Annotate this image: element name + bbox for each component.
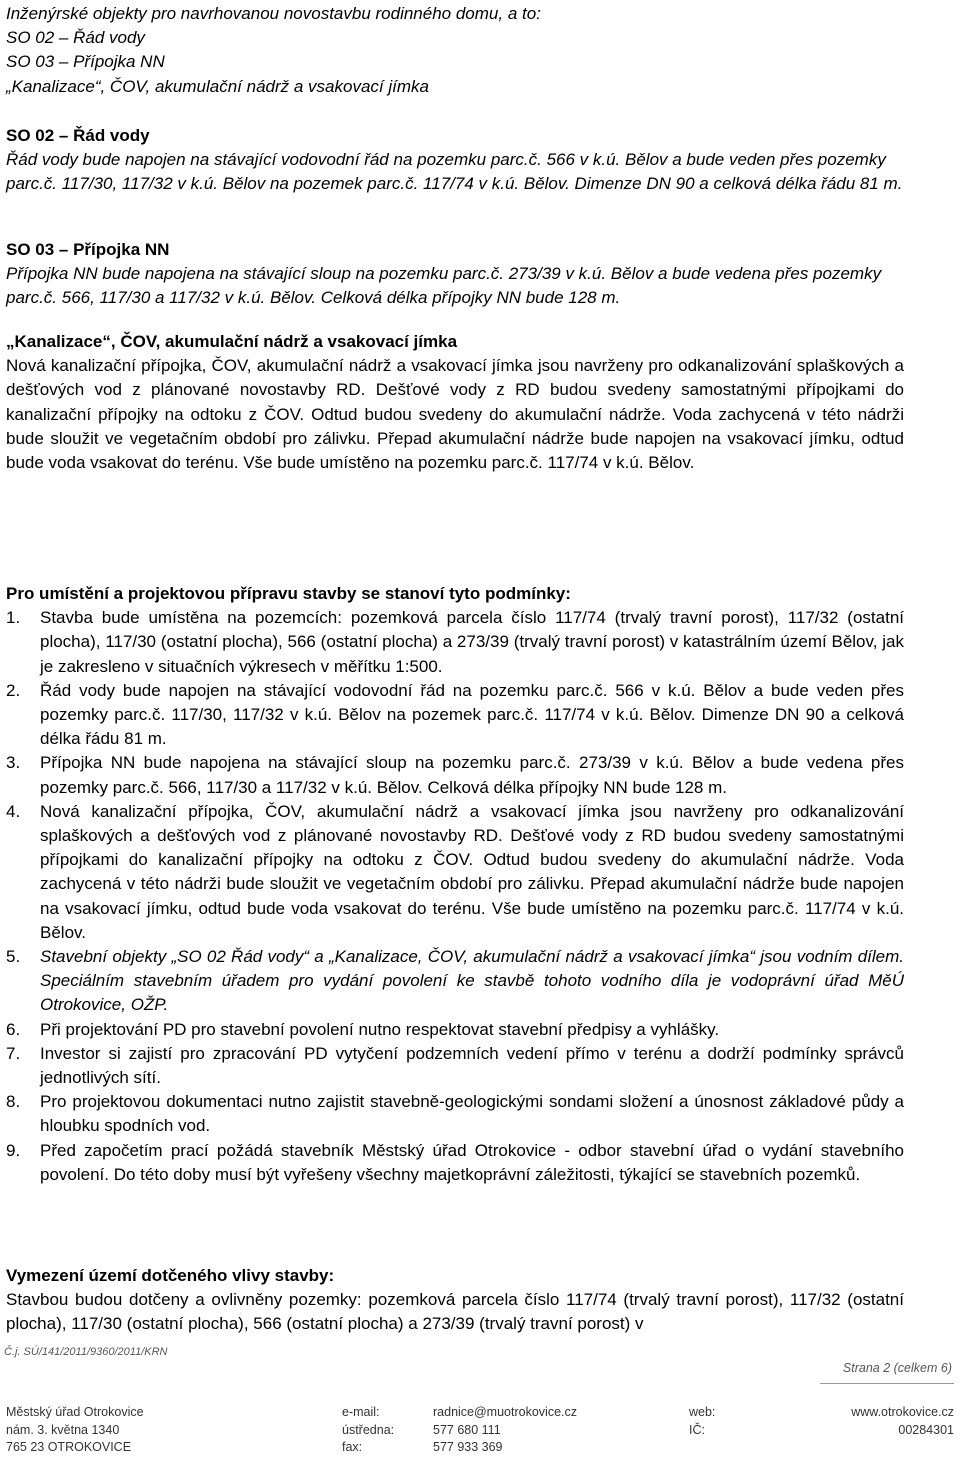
- so03-section: [6, 238, 904, 311]
- footer-contact-values: [433, 1404, 577, 1457]
- footer-web-labels: [689, 1404, 715, 1439]
- intro-item: SO 02 – Řád vody: [6, 28, 145, 48]
- org-address: nám. 3. května 1340: [6, 1422, 120, 1437]
- phone-label: ústředna:: [342, 1422, 395, 1437]
- footer-divider: [820, 1383, 954, 1384]
- so03-title: SO 03 – Přípojka NN: [6, 240, 170, 259]
- footer-web-values: [851, 1404, 954, 1439]
- org-name: Městský úřad Otrokovice: [6, 1405, 144, 1419]
- condition-item: 9. Před započetím prací požádá stavebník Městský úřad Otrokovice - odbor stavební úřad o vydání stavebního povolení. Do této doby musí být vyřešeny všechny majetkoprávní záležitosti, týkající se stavebních pozemků.: [6, 1140, 904, 1184]
- email-label: e-mail:: [342, 1405, 380, 1419]
- kanalizace-title: „Kanalizace“, ČOV, akumulační nádrž a vsakovací jímka: [6, 332, 458, 351]
- intro-item: SO 03 – Přípojka NN: [6, 52, 165, 72]
- intro-item: „Kanalizace“, ČOV, akumulační nádrž a vsakovací jímka: [6, 76, 429, 96]
- condition-item: 6. Při projektování PD pro stavební povolení nutno respektovat stavební předpisy a vyhlášky.: [6, 1019, 720, 1039]
- web-label: web:: [689, 1405, 716, 1419]
- fax-number: 577 933 369: [433, 1440, 503, 1454]
- vymezeni-section: [6, 1264, 904, 1337]
- condition-item: 1. Stavba bude umístěna na pozemcích: pozemková parcela číslo 117/74 (trvalý travní porost), 117/32 (ostatní plocha), 117/30 (ostatní plocha), 566 (ostatní plocha) a 273/39 (trvalý travní porost) v katastrálním území Bělov, jak je zakresleno v situačních výkresech v měřítku 1:500.: [6, 608, 904, 676]
- condition-item: 7. Investor si zajistí pro zpracování PD vytyčení podzemních vedení přímo v terénu a dodrží podmínky správců jednotlivých sítí.: [6, 1043, 904, 1088]
- email-link[interactable]: radnice@muotrokovice.cz: [433, 1405, 577, 1419]
- so02-text: Řád vody bude napojen na stávající vodovodní řád na pozemku parc.č. 566 v k.ú. Bělov a bude veden přes pozemky parc.č. 117/30, 117/32 v k.ú. Bělov na pozemek parc.č. 117/74 v k.ú. Bělov. Dimenze DN 90 a celková délka řádu 81 m.: [6, 150, 903, 194]
- condition-item: 4. Nová kanalizační přípojka, ČOV, akumulační nádrž a vsakovací jímka jsou navrženy pro odkanalizování splaškových a dešťových vod z plánované novostavby RD. Dešťové vody z RD budou svedeny samostatnými přípojkami do kanalizační přípojky na odtoku z ČOV. Odtud budou svedeny do akumulační nádrže. Voda zachycená v této nádrži bude sloužit ve vegetačním období pro zálivku. Přepad akumulační nádrže bude napojen na vsakovací jímku, odtud bude voda vsakovat do terénu. Vše bude umístěno na pozemku parc.č. 117/74 v k.ú. Bělov.: [6, 801, 904, 942]
- intro-heading: Inženýrské objekty pro navrhovanou novostavbu rodinného domu, a to:: [6, 4, 541, 23]
- ic-number: 00284301: [898, 1422, 954, 1437]
- kanalizace-text: Nová kanalizační přípojka, ČOV, akumulační nádrž a vsakovací jímka jsou navrženy pro odkanalizování splaškových a dešťových vod z plánované novostavby RD. Dešťové vody z RD budou svedeny samostatnými přípojkami do kanalizační přípojky na odtoku z ČOV. Odtud budou svedeny do akumulační nádrže. Voda zachycená v této nádrži bude sloužit ve vegetačním období pro zálivku. Přepad akumulační nádrže bude napojen na vsakovací jímku, odtud bude voda vsakovat do terénu. Vše bude umístěno na pozemku parc.č. 117/74 v k.ú. Bělov.: [6, 356, 904, 473]
- conditions-heading: Pro umístění a projektovou přípravu stavby se stanoví tyto podmínky:: [6, 584, 571, 603]
- condition-item: 5. Stavební objekty „SO 02 Řád vody“ a „Kanalizace, ČOV, akumulační nádrž a vsakovací jímka“ jsou vodním dílem. Speciálním stavebním úřadem pro vydání povolení ke stavbě tohoto vodního díla je vodoprávní úřad MěÚ Otrokovice, OŽP.: [6, 947, 904, 1015]
- ic-label: IČ:: [689, 1422, 705, 1437]
- intro-block: [6, 2, 904, 99]
- vymezeni-text: Stavbou budou dotčeny a ovlivněny pozemky: pozemková parcela číslo 117/74 (trvalý travní porost), 117/32 (ostatní plocha), 117/30 (ostatní plocha), 566 (ostatní plocha) a 273/39 (trvalý travní porost) v: [6, 1290, 904, 1334]
- condition-item: 2. Řád vody bude napojen na stávající vodovodní řád na pozemku parc.č. 566 v k.ú. Bělov a bude veden přes pozemky parc.č. 117/30, 117/32 v k.ú. Bělov na pozemek parc.č. 117/74 v k.ú. Bělov. Dimenze DN 90 a celková délka řádu 81 m.: [6, 680, 904, 749]
- fax-label: fax:: [342, 1440, 363, 1454]
- conditions-section: [6, 582, 904, 1187]
- vymezeni-heading: Vymezení území dotčeného vlivy stavby:: [6, 1266, 335, 1285]
- so02-title: SO 02 – Řád vody: [6, 126, 150, 145]
- kanalizace-section: [6, 330, 904, 475]
- condition-item: 3. Přípojka NN bude napojena na stávající sloup na pozemku parc.č. 273/39 v k.ú. Bělov a bude vedena přes pozemky parc.č. 566, 117/30 a 117/32 v k.ú. Bělov. Celková délka přípojky NN bude 128 m.: [6, 753, 904, 797]
- conditions-list: [6, 606, 904, 1187]
- phone-number: 577 680 111: [433, 1422, 501, 1437]
- so03-text: Přípojka NN bude napojena na stávající sloup na pozemku parc.č. 273/39 v k.ú. Bělov a bude vedena přes pozemky parc.č. 566, 117/30 a 117/32 v k.ú. Bělov. Celková délka přípojky NN bude 128 m.: [6, 264, 882, 308]
- org-city: 765 23 OTROKOVICE: [6, 1440, 132, 1454]
- footer-org: [6, 1404, 144, 1457]
- web-link[interactable]: www.otrokovice.cz: [851, 1405, 954, 1419]
- page-number: Strana 2 (celkem 6): [842, 1361, 952, 1375]
- so02-section: [6, 124, 904, 197]
- footer-contact-labels: [342, 1404, 394, 1457]
- reference-number: Č.j. SÚ/141/2011/9360/2011/KRN: [4, 1346, 168, 1358]
- condition-item: 8. Pro projektovou dokumentaci nutno zajistit stavebně-geologickými sondami složení a únosnost základové půdy a hloubku spodních vod.: [6, 1092, 904, 1136]
